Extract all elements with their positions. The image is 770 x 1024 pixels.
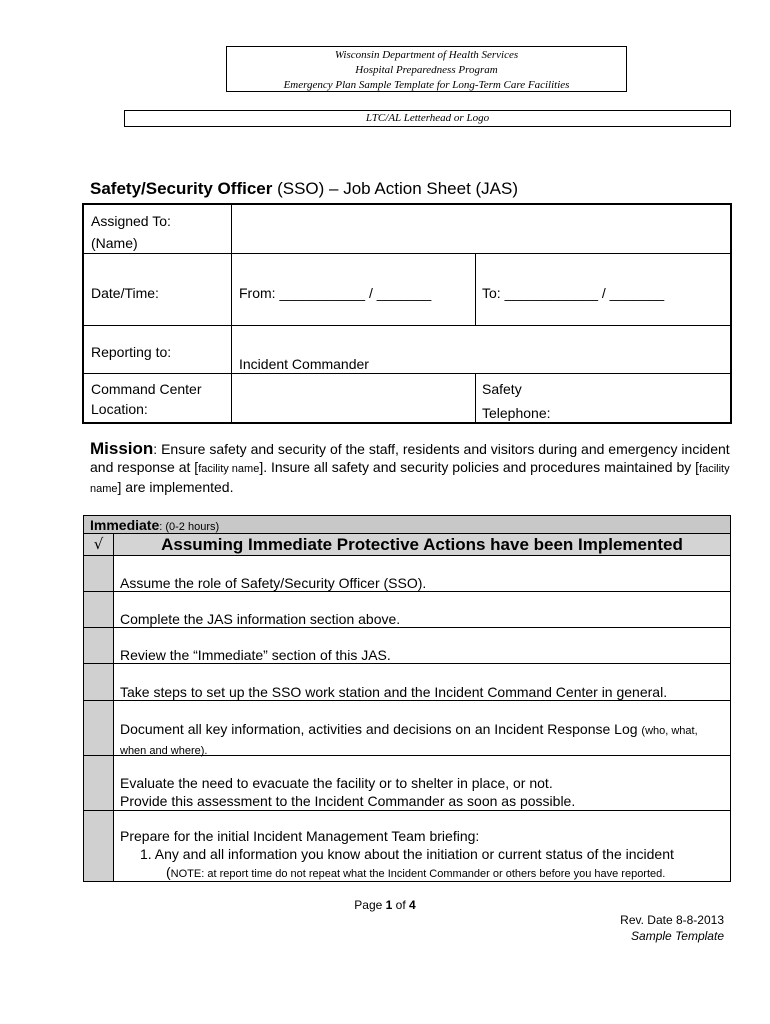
page-total: 4: [409, 898, 416, 912]
assigned-label-line2: (Name): [91, 235, 138, 251]
facility-name-placeholder: facility name: [90, 463, 730, 495]
task-checkbox[interactable]: [84, 664, 114, 700]
table-divider: [84, 373, 730, 374]
task-row: [84, 756, 730, 811]
task-row: [84, 592, 730, 628]
note-paren: (: [166, 864, 171, 880]
facility-name-placeholder: facility name: [198, 463, 260, 475]
date-time-label: Date/Time:: [91, 285, 159, 301]
task-text: [120, 827, 724, 883]
mission-label: Mission: [90, 439, 154, 458]
task-text-detail: (who, what, when and where).: [120, 725, 698, 757]
task-note: [120, 863, 724, 883]
mission-statement: [90, 440, 740, 498]
location-label-line1: Command Center: [91, 381, 202, 397]
task-text-line1: Evaluate the need to evacuate the facility or to shelter in place, or not.: [120, 775, 553, 791]
assigned-label-line1: Assigned To:: [91, 213, 171, 229]
header-line-agency: Wisconsin Department of Health Services: [334, 49, 519, 61]
page-prefix: Page: [354, 898, 386, 912]
section-title: Assuming Immediate Protective Actions have been Implemented: [161, 535, 683, 554]
task-text: Complete the JAS information section above.: [120, 611, 401, 627]
task-text-main: Document all key information, activities and decisions on an Incident Response Log: [120, 721, 642, 737]
from-field: From: ___________ / _______: [239, 285, 432, 301]
task-sub-item: 1. Any and all information you know about the initiation or current status of the incident: [140, 846, 674, 862]
title-rest: (SSO) – Job Action Sheet (JAS): [272, 179, 519, 198]
task-checkbox[interactable]: [84, 592, 114, 627]
immediate-period-header: [84, 516, 730, 534]
telephone-label-line2: Telephone:: [482, 405, 551, 421]
header-line-program: Hospital Preparedness Program: [355, 64, 498, 76]
assigned-to-label: [91, 210, 171, 254]
page-current: 1: [385, 898, 393, 912]
task-checkbox[interactable]: [84, 701, 114, 755]
task-checkbox[interactable]: [84, 628, 114, 663]
note-text: NOTE: at report time do not repeat what the Incident Commander or others before you have reported.: [170, 868, 666, 880]
table-divider: [84, 325, 730, 326]
telephone-label-line1: Safety: [482, 381, 522, 397]
task-section-header: [84, 534, 730, 556]
header-line-template: Emergency Plan Sample Template for Long-Term Care Facilities: [283, 79, 570, 91]
task-checkbox[interactable]: [84, 811, 114, 881]
task-text-line2: Provide this assessment to the Incident Commander as soon as possible.: [120, 793, 576, 809]
table-divider: [84, 253, 730, 254]
task-row: [84, 664, 730, 701]
task-text: Take steps to set up the SSO work station and the Incident Command Center in general.: [120, 684, 668, 700]
task-text: Review the “Immediate” section of this JAS.: [120, 647, 391, 663]
reporting-to-label: Reporting to:: [91, 344, 172, 360]
reporting-to-value: Incident Commander: [239, 356, 369, 372]
table-divider: [475, 253, 476, 325]
table-divider: [475, 373, 476, 422]
location-label-line2: Location:: [91, 401, 148, 417]
document-header: [226, 46, 627, 92]
checkmark-icon: √: [84, 534, 114, 555]
table-divider: [231, 205, 232, 422]
task-row: [84, 811, 730, 881]
task-checkbox[interactable]: [84, 756, 114, 810]
task-text: [120, 720, 724, 760]
task-text: [120, 774, 724, 810]
mission-text-3: ] are implemented.: [117, 479, 234, 495]
letterhead-placeholder: [124, 110, 731, 127]
task-row: [84, 556, 730, 592]
sample-template-label: Sample Template: [631, 929, 724, 943]
title-role: Safety/Security Officer: [90, 179, 273, 198]
page-number: [0, 898, 770, 912]
immediate-range: : (0-2 hours): [159, 521, 220, 533]
task-text-line1: Prepare for the initial Incident Management Team briefing:: [120, 828, 480, 844]
task-text: Assume the role of Safety/Security Officer (SSO).: [120, 575, 427, 591]
task-checkbox[interactable]: [84, 556, 114, 591]
task-row: [84, 701, 730, 756]
jas-info-table: [82, 203, 732, 424]
revision-date: Rev. Date 8-8-2013: [620, 913, 724, 927]
letterhead-text: LTC/AL Letterhead or Logo: [365, 112, 490, 124]
immediate-tasks-table: [83, 515, 731, 882]
page-mid: of: [392, 898, 410, 912]
page-title: [90, 179, 518, 199]
command-center-location-label: [91, 379, 202, 419]
task-row: [84, 628, 730, 664]
immediate-label: Immediate: [90, 517, 160, 533]
to-field: To: ____________ / _______: [482, 285, 665, 301]
safety-telephone-label: [482, 377, 551, 425]
mission-text-1: : Ensure safety and security of the staff, residents and visitors during and emergency incident and response at [: [90, 441, 730, 475]
mission-text-2: ]. Insure all safety and security policies and procedures maintained by [: [259, 459, 700, 475]
